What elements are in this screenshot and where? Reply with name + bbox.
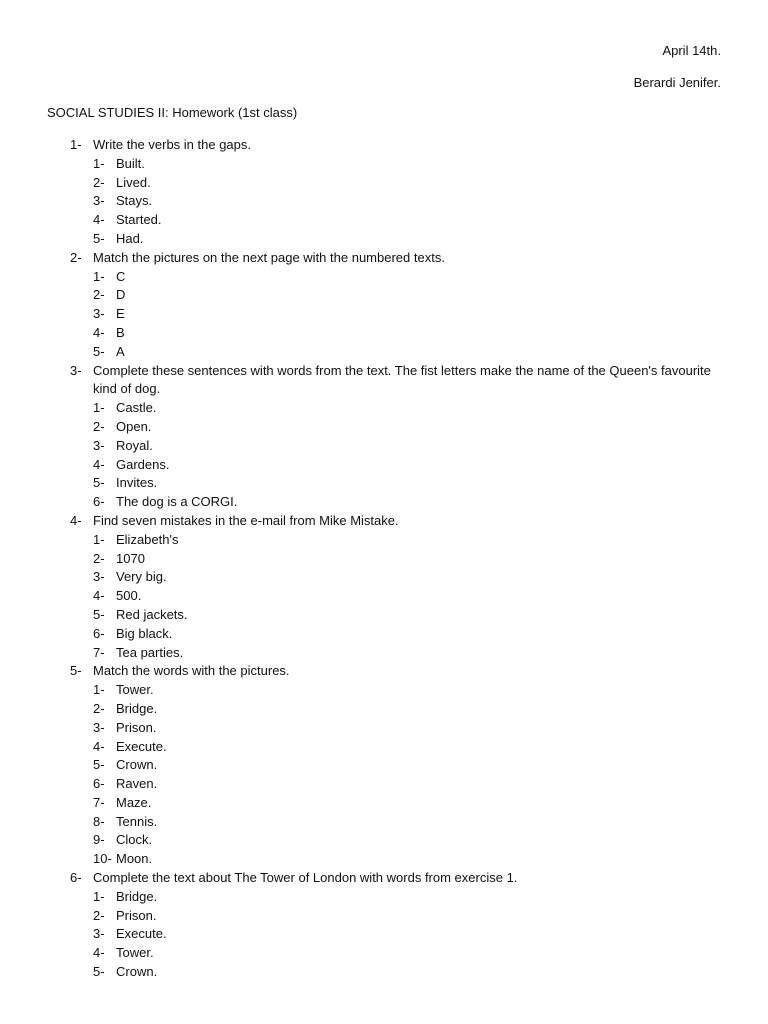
answer-text: Tea parties. (116, 644, 184, 660)
answer-item (0, 719, 768, 738)
answer-item (0, 211, 768, 230)
answer-item (0, 775, 768, 794)
answer-text: Bridge. (116, 700, 158, 716)
answer-number: 5- (93, 606, 105, 622)
answer-text: Maze. (116, 794, 152, 810)
question-item (0, 136, 768, 249)
answer-item (0, 888, 768, 907)
answer-number: 3- (93, 569, 105, 585)
answer-number: 2- (93, 287, 105, 303)
answer-number: 6- (93, 776, 105, 792)
answer-text: Clock. (116, 832, 153, 848)
answer-text: Tennis. (116, 813, 158, 829)
answer-text: Big black. (116, 625, 173, 641)
answer-text: The dog is a CORGI. (116, 494, 238, 510)
answer-text: Royal. (116, 437, 153, 453)
answer-text: Invites. (116, 475, 158, 491)
answer-text: Lived. (116, 174, 151, 190)
answer-number: 2- (93, 174, 105, 190)
date-line: April 14th. (662, 43, 721, 58)
question-number: 2- (70, 249, 82, 265)
answer-item (0, 756, 768, 775)
answer-number: 4- (93, 212, 105, 228)
answer-item (0, 155, 768, 174)
answer-item (0, 230, 768, 249)
answer-number: 1- (93, 888, 105, 904)
answer-item (0, 437, 768, 456)
answer-number: 1- (93, 155, 105, 171)
answer-text: Open. (116, 418, 152, 434)
answer-item (0, 813, 768, 832)
question-item (0, 869, 768, 982)
answer-number: 7- (93, 794, 105, 810)
answer-number: 2- (93, 550, 105, 566)
answer-text: Very big. (116, 569, 167, 585)
answer-number: 5- (93, 230, 105, 246)
answer-item (0, 324, 768, 343)
answer-item (0, 343, 768, 362)
answer-text: Bridge. (116, 888, 158, 904)
question-number: 5- (70, 663, 82, 679)
question-number: 6- (70, 870, 82, 886)
answer-text: Crown. (116, 964, 158, 980)
question-heading (0, 362, 768, 400)
answer-item (0, 568, 768, 587)
answer-number: 2- (93, 418, 105, 434)
question-text: Complete the text about The Tower of London with words from exercise 1. (93, 870, 518, 886)
answer-number: 2- (93, 700, 105, 716)
answer-text: Gardens. (116, 456, 170, 472)
answer-number: 3- (93, 306, 105, 322)
answer-item (0, 456, 768, 475)
question-item (0, 362, 768, 512)
question-number: 3- (70, 362, 82, 378)
answer-number: 5- (93, 964, 105, 980)
answer-number: 9- (93, 832, 105, 848)
answer-number: 10- (93, 851, 112, 867)
answer-number: 4- (93, 456, 105, 472)
answer-item (0, 268, 768, 287)
answer-item (0, 681, 768, 700)
question-text: Complete these sentences with words from the text. The fist letters make the name of the Queen's favourite kind of dog. (93, 362, 711, 397)
answer-item (0, 625, 768, 644)
answer-number: 4- (93, 324, 105, 340)
answer-item (0, 531, 768, 550)
answer-item (0, 944, 768, 963)
answer-text: Prison. (116, 907, 157, 923)
answer-item (0, 644, 768, 663)
answer-number: 7- (93, 644, 105, 660)
answer-text: Elizabeth's (116, 531, 179, 547)
answer-item (0, 831, 768, 850)
answer-number: 1- (93, 400, 105, 416)
question-item (0, 249, 768, 362)
question-number: 4- (70, 512, 82, 528)
answer-number: 3- (93, 437, 105, 453)
answer-item (0, 907, 768, 926)
question-text: Match the words with the pictures. (93, 663, 290, 679)
answer-text: E (116, 306, 125, 322)
answer-text: Execute. (116, 738, 167, 754)
answer-number: 4- (93, 588, 105, 604)
question-text: Find seven mistakes in the e-mail from Mike Mistake. (93, 512, 399, 528)
answer-number: 8- (93, 813, 105, 829)
answer-number: 5- (93, 757, 105, 773)
answer-number: 3- (93, 926, 105, 942)
answer-text: 1070 (116, 550, 145, 566)
answer-text: Built. (116, 155, 145, 171)
answer-text: Execute. (116, 926, 167, 942)
answer-number: 5- (93, 475, 105, 491)
answer-text: Moon. (116, 851, 153, 867)
answer-text: Stays. (116, 193, 153, 209)
question-heading (0, 249, 768, 268)
answer-number: 4- (93, 945, 105, 961)
question-item (0, 512, 768, 662)
answer-number: 5- (93, 343, 105, 359)
answer-item (0, 399, 768, 418)
answer-item (0, 963, 768, 982)
answer-item (0, 550, 768, 569)
answer-item (0, 606, 768, 625)
answer-item (0, 493, 768, 512)
question-heading (0, 512, 768, 531)
answer-number: 1- (93, 268, 105, 284)
answer-text: Started. (116, 212, 162, 228)
answer-item (0, 305, 768, 324)
answer-item (0, 738, 768, 757)
answer-number: 2- (93, 907, 105, 923)
answer-text: Raven. (116, 776, 158, 792)
answer-number: 6- (93, 494, 105, 510)
answer-number: 1- (93, 531, 105, 547)
question-number: 1- (70, 137, 82, 152)
answer-number: 1- (93, 682, 105, 698)
page-title: SOCIAL STUDIES II: Homework (1st class) (47, 105, 298, 120)
answer-number: 4- (93, 738, 105, 754)
answer-text: Crown. (116, 757, 158, 773)
question-heading (0, 136, 768, 155)
answer-item (0, 587, 768, 606)
answer-text: C (116, 268, 126, 284)
answer-text: Tower. (116, 945, 154, 961)
question-text: Match the pictures on the next page with the numbered texts. (93, 249, 445, 265)
question-text: Write the verbs in the gaps. (93, 137, 252, 152)
question-heading (0, 662, 768, 681)
answer-text: Red jackets. (116, 606, 188, 622)
answer-text: Tower. (116, 682, 154, 698)
student-name: Berardi Jenifer. (633, 75, 721, 90)
question-heading (0, 869, 768, 888)
answer-item (0, 418, 768, 437)
question-item (0, 662, 768, 869)
answer-number: 3- (93, 719, 105, 735)
answer-item (0, 700, 768, 719)
answer-item (0, 286, 768, 305)
answer-text: Castle. (116, 400, 157, 416)
answer-item (0, 174, 768, 193)
answer-text: D (116, 287, 126, 303)
answer-text: 500. (116, 588, 142, 604)
answer-text: Prison. (116, 719, 157, 735)
answer-item (0, 192, 768, 211)
question-list (0, 136, 768, 982)
answer-text: Had. (116, 230, 144, 246)
answer-number: 3- (93, 193, 105, 209)
answer-item (0, 850, 768, 869)
answer-text: B (116, 324, 125, 340)
answer-text: A (116, 343, 125, 359)
answer-item (0, 925, 768, 944)
answer-item (0, 794, 768, 813)
answer-item (0, 474, 768, 493)
answer-number: 6- (93, 625, 105, 641)
